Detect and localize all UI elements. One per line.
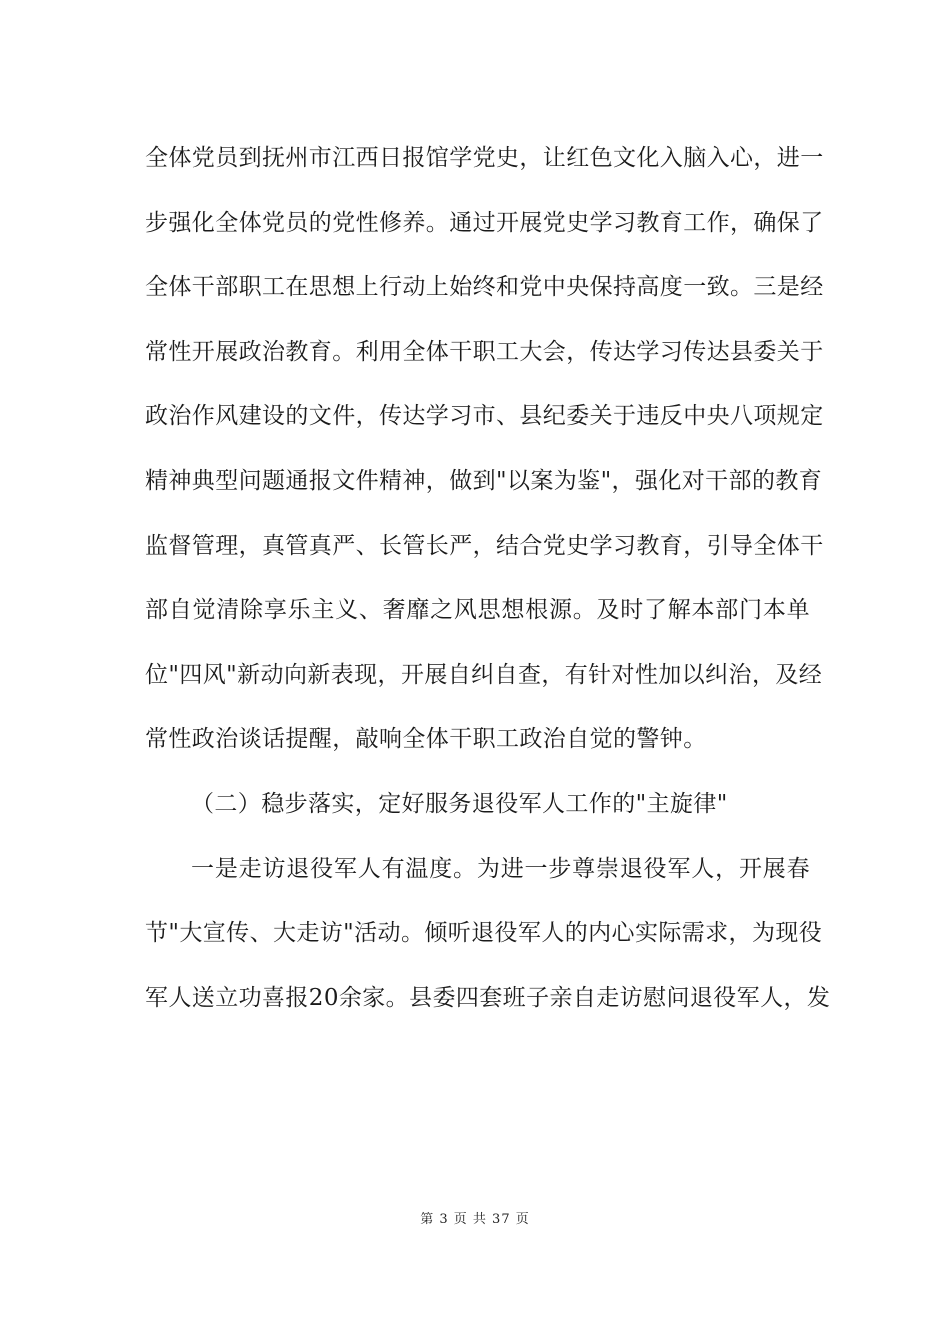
body-text: [145, 126, 831, 1030]
text-line: 位"四风"新动向新表现，开展自纠自查，有针对性加以纠治，及经: [145, 661, 823, 688]
page-number-footer: 第 3 页 共 37 页: [420, 1212, 530, 1227]
text-line: 政治作风建设的文件，传达学习市、县纪委关于违反中央八项规定: [145, 403, 824, 430]
text-line: 全体党员到抚州市江西日报馆学党史，让红色文化入脑入心，进一: [145, 145, 824, 171]
text-line: 监督管理，真管真严、长管长严，结合党史学习教育，引导全体干: [145, 532, 824, 559]
text-line: 一是走访退役军人有温度。为进一步尊崇退役军人，开展春: [191, 855, 810, 882]
text-line: 部自觉清除享乐主义、奢靡之风思想根源。及时了解本部门本单: [145, 597, 810, 624]
text-line: 常性政治谈话提醒，敲响全体干职工政治自觉的警钟。: [145, 726, 707, 753]
text-line: 精神典型问题通报文件精神，做到"以案为鉴"，强化对干部的教育: [145, 467, 823, 494]
section-heading: （二）稳步落实，定好服务退役军人工作的"主旋律": [191, 790, 728, 817]
text-line: 步强化全体党员的党性修养。通过开展党史学习教育工作，确保了: [145, 209, 824, 236]
text-line: 军人送立功喜报20余家。县委四套班子亲自走访慰问退役军人，发: [145, 984, 831, 1011]
text-line: 常性开展政治教育。利用全体干职工大会，传达学习传达县委关于: [145, 338, 824, 365]
text-line: 全体干部职工在思想上行动上始终和党中央保持高度一致。三是经: [145, 274, 824, 301]
text-line: 节"大宣传、大走访"活动。倾听退役军人的内心实际需求，为现役: [145, 920, 823, 947]
